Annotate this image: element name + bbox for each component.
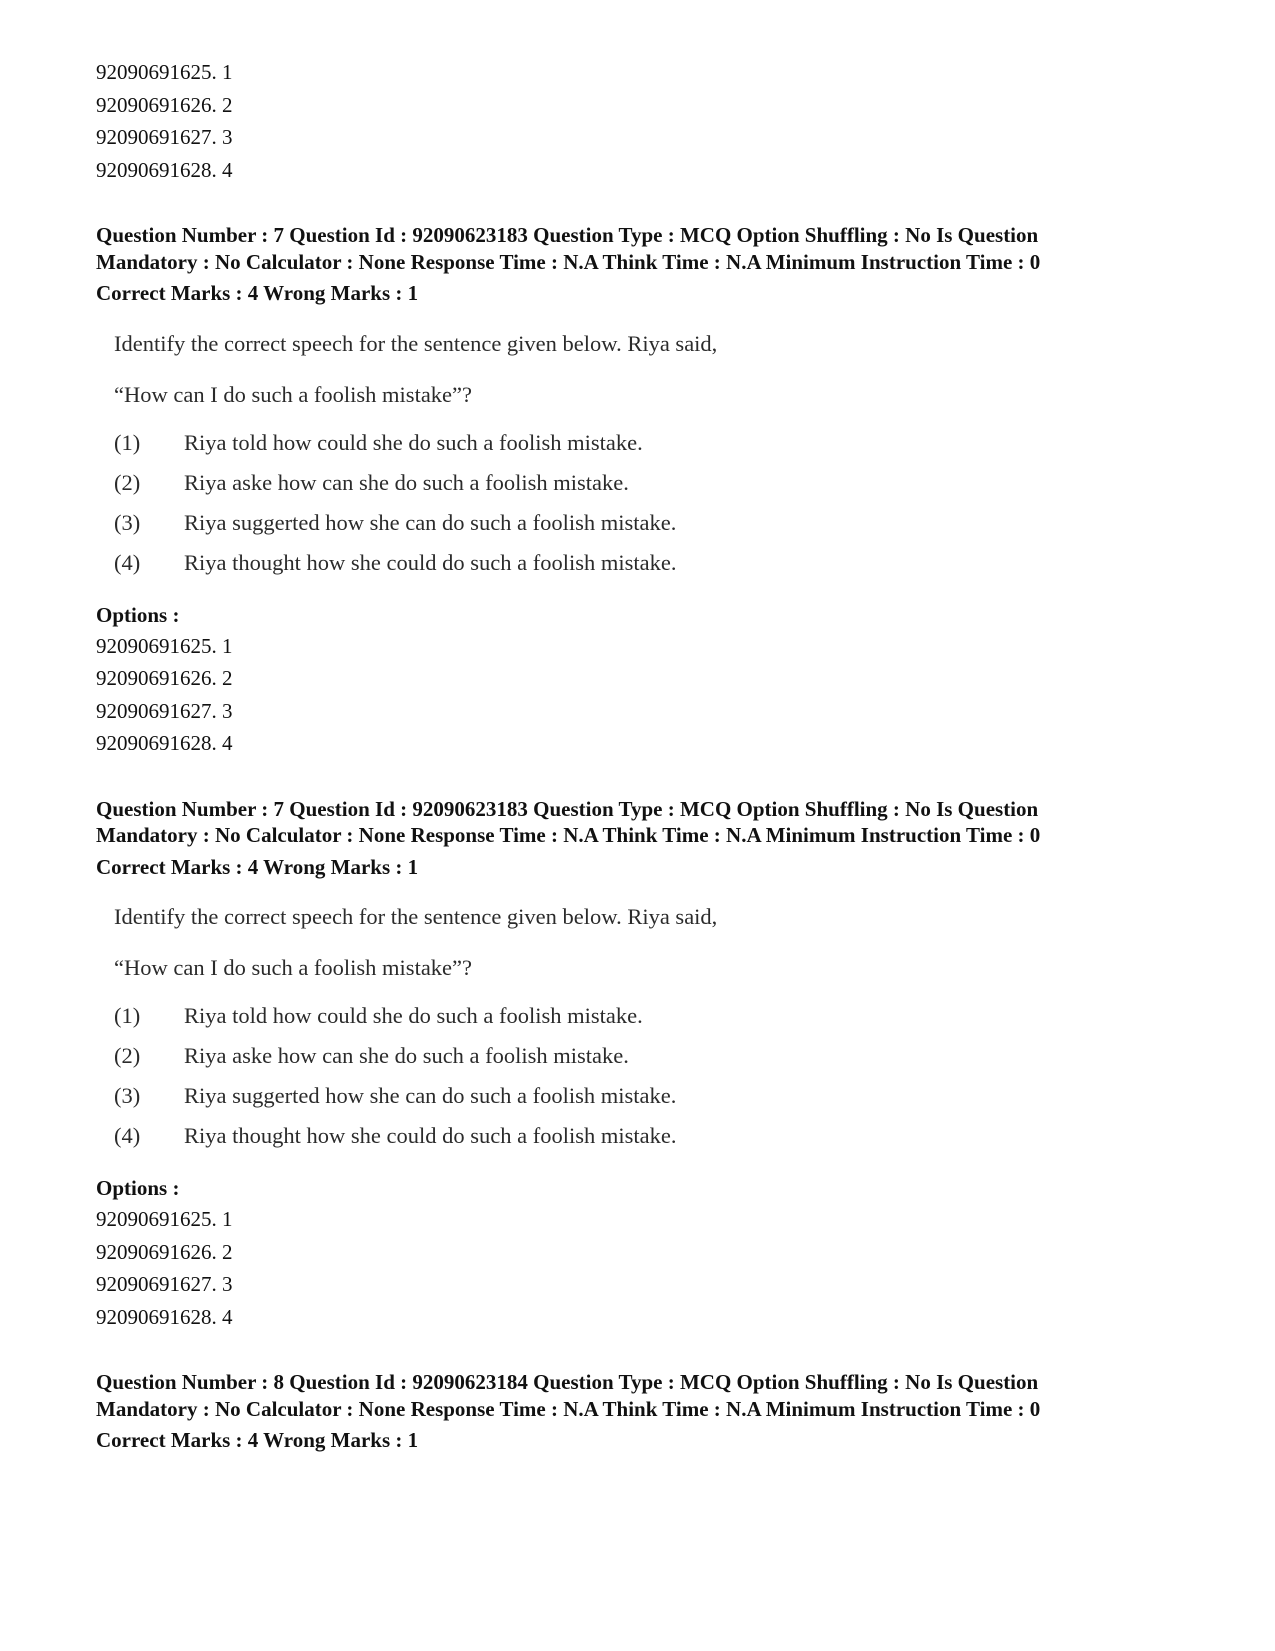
option-line: 92090691628. 4 bbox=[96, 731, 233, 755]
question-quote: “How can I do such a foolish mistake”? bbox=[114, 381, 473, 407]
question-stem: Identify the correct speech for the sentence given below. Riya said, bbox=[114, 330, 718, 356]
question-block bbox=[96, 1369, 1196, 1454]
choice-list bbox=[114, 1001, 1196, 1161]
choice-number: (1) bbox=[114, 429, 141, 455]
options-list bbox=[96, 630, 1196, 760]
choice-text: Riya told how could she do such a foolish mistake. bbox=[184, 429, 643, 455]
question-stem: Identify the correct speech for the sentence given below. Riya said, bbox=[114, 904, 718, 929]
option-line: 92090691625. 1 bbox=[96, 60, 233, 84]
choice-text: Riya suggerted how she can do such a foolish mistake. bbox=[184, 509, 677, 535]
choice-number: (4) bbox=[114, 1123, 141, 1148]
question-marks-line: Correct Marks : 4 Wrong Marks : 1 bbox=[96, 854, 419, 879]
choice-item bbox=[114, 1001, 1196, 1041]
question-header-line: Mandatory : No Calculator : None Response Time : N.A Think Time : N.A Minimum Instruction Time : 0 bbox=[96, 1396, 1041, 1421]
choice-item bbox=[114, 1081, 1196, 1121]
option-line: 92090691626. 2 bbox=[96, 666, 233, 690]
choice-number: (2) bbox=[114, 469, 141, 495]
option-line: 92090691627. 3 bbox=[96, 125, 233, 149]
option-line: 92090691626. 2 bbox=[96, 92, 233, 117]
option-line: 92090691626. 2 bbox=[96, 1239, 233, 1264]
question-header-line: Mandatory : No Calculator : None Response Time : N.A Think Time : N.A Minimum Instruction Time : 0 bbox=[96, 249, 1041, 274]
options-label: Options : bbox=[96, 602, 180, 627]
option-line: 92090691628. 4 bbox=[96, 157, 233, 182]
choice-number: (1) bbox=[114, 1003, 141, 1028]
question-block bbox=[96, 222, 1196, 760]
choice-text: Riya thought how she could do such a foolish mistake. bbox=[184, 1123, 677, 1148]
option-line: 92090691627. 3 bbox=[96, 1272, 233, 1296]
choice-item bbox=[114, 548, 1196, 588]
option-line: 92090691625. 1 bbox=[96, 633, 233, 658]
choice-item bbox=[114, 428, 1196, 468]
question-header-line: Question Number : 7 Question Id : 92090623183 Question Type : MCQ Option Shuffling : No Is Question bbox=[96, 796, 1039, 821]
question-header bbox=[96, 796, 1196, 881]
choice-text: Riya aske how can she do such a foolish mistake. bbox=[184, 1043, 629, 1068]
question-image bbox=[114, 329, 1196, 588]
choice-number: (4) bbox=[114, 549, 141, 575]
option-line: 92090691627. 3 bbox=[96, 698, 233, 723]
choice-item bbox=[114, 1041, 1196, 1081]
choice-number: (2) bbox=[114, 1043, 141, 1068]
question-marks-line: Correct Marks : 4 Wrong Marks : 1 bbox=[96, 1428, 419, 1452]
options-label: Options : bbox=[96, 1176, 180, 1200]
question-header-line: Question Number : 7 Question Id : 92090623183 Question Type : MCQ Option Shuffling : No Is Question bbox=[96, 223, 1039, 247]
choice-list bbox=[114, 428, 1196, 588]
choice-text: Riya thought how she could do such a foolish mistake. bbox=[184, 549, 677, 575]
question-header-line: Mandatory : No Calculator : None Response Time : N.A Think Time : N.A Minimum Instruction Time : 0 bbox=[96, 823, 1041, 847]
choice-text: Riya suggerted how she can do such a foolish mistake. bbox=[184, 1083, 677, 1108]
question-header-line: Question Number : 8 Question Id : 92090623184 Question Type : MCQ Option Shuffling : No Is Question bbox=[96, 1370, 1039, 1394]
option-line: 92090691625. 1 bbox=[96, 1207, 233, 1231]
top-options-list bbox=[96, 56, 1196, 186]
choice-number: (3) bbox=[114, 1083, 141, 1108]
question-paper-page bbox=[96, 56, 1196, 1454]
choice-number: (3) bbox=[114, 509, 141, 535]
choice-text: Riya aske how can she do such a foolish mistake. bbox=[184, 469, 629, 495]
question-marks-line: Correct Marks : 4 Wrong Marks : 1 bbox=[96, 281, 419, 305]
question-quote: “How can I do such a foolish mistake”? bbox=[114, 955, 473, 980]
choice-item bbox=[114, 508, 1196, 548]
options-list bbox=[96, 1203, 1196, 1333]
question-header bbox=[96, 222, 1196, 307]
question-block bbox=[96, 796, 1196, 1334]
question-header bbox=[96, 1369, 1196, 1454]
option-line: 92090691628. 4 bbox=[96, 1304, 233, 1329]
choice-item bbox=[114, 1121, 1196, 1161]
choice-text: Riya told how could she do such a foolish mistake. bbox=[184, 1003, 643, 1028]
choice-item bbox=[114, 468, 1196, 508]
question-image bbox=[114, 902, 1196, 1161]
